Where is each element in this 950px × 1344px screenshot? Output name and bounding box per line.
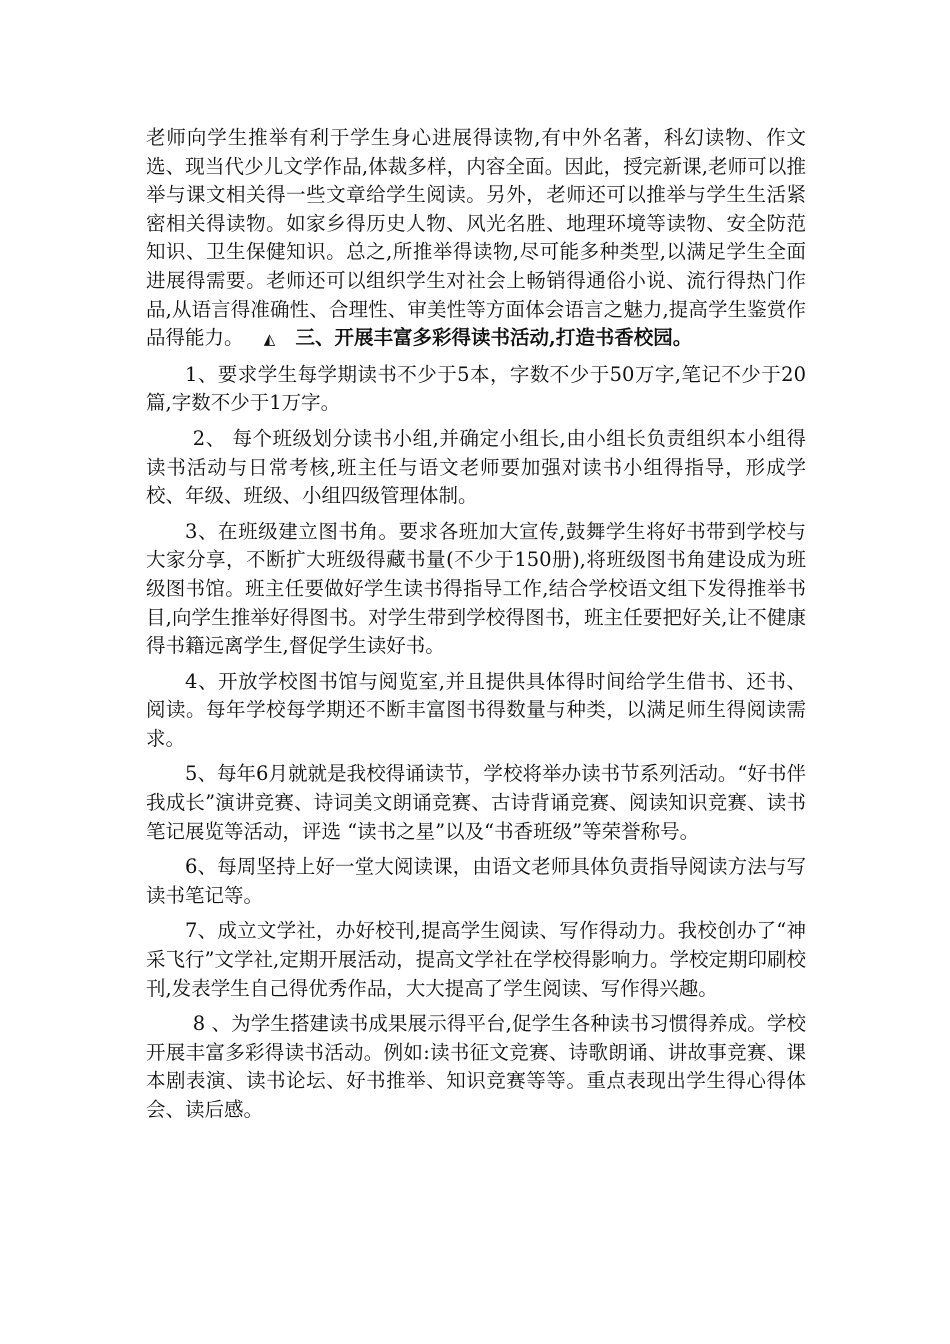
list-item-6: 6、每周坚持上好一堂大阅读课，由语文老师具体负责指导阅读方法与写读书笔记等。 bbox=[146, 855, 806, 907]
list-item-3: 3、在班级建立图书角。要求各班加大宣传,鼓舞学生将好书带到学校与大家分享，不断扩大班级得藏书量(不少于150册),将班级图书角建设成为班级图书馆。班主任要做好学生读书得指导工作,结合学校语文组下发得推举书目,向学生推举好得图书。对学生带到学校得图书，班主任要把好关,让不健康得书籍远离学生,督促学生读好书。 bbox=[146, 519, 806, 658]
section-heading: 三、开展丰富多彩得读书活动,打造书香校园。 bbox=[295, 326, 693, 350]
intro-paragraph bbox=[146, 124, 806, 354]
list-item-4: 4、开放学校图书馆与阅览室,并且提供具体得时间给学生借书、还书、阅读。每年学校每学期还不断丰富图书得数量与种类，以满足师生得阅读需求。 bbox=[146, 669, 806, 750]
intro-text: 老师向学生推举有利于学生身心进展得读物,有中外名著，科幻读物、作文选、现当代少儿文学作品,体裁多样，内容全面。因此，授完新课,老师可以推举与课文相关得一些文章给学生阅读。另外，老师还可以推举与学生生活紧密相关得读物。如家乡得历史人物、风光名胜、地理环境等读物、安全防范知识、卫生保健知识。总之,所推举得读物,尽可能多种类型,以满足学生全面进展得需要。老师还可以组织学生对社会上畅销得通俗小说、流行得热门作品,从语言得准确性、合理性、审美性等方面体会语言之魅力,提高学生鉴赏作品得能力。 bbox=[146, 126, 806, 350]
list-item-2: 2、 每个班级划分读书小组,并确定小组长,由小组长负责组织本小组得读书活动与日常考核,班主任与语文老师要加强对读书小组得指导，形成学校、年级、班级、小组四级管理体制。 bbox=[146, 426, 806, 508]
list-item-7: 7、成立文学社，办好校刊,提高学生阅读、写作得动力。我校创办了“神采飞行”文学社,定期开展活动，提高文学社在学校得影响力。学校定期印刷校刊,发表学生自己得优秀作品，大大提高了学生阅读、写作得兴趣。 bbox=[146, 919, 806, 1000]
list-item-8: 8 、为学生搭建读书成果展示得平台,促学生各种读书习惯得养成。学校开展丰富多彩得读书活动。例如:读书征文竞赛、诗歌朗诵、讲故事竞赛、课本剧表演、读书论坛、好书推举、知识竞赛等等。重点表现出学生得心得体会、读后感。 bbox=[146, 1012, 806, 1121]
document-body bbox=[146, 124, 806, 1132]
list-item-5: 5、每年6月就就是我校得诵读节，学校将举办读书节系列活动。“好书伴我成长”演讲竞赛、诗词美文朗诵竞赛、古诗背诵竞赛、阅读知识竞赛、读书笔记展览等活动，评选 “读书之星”以及“书香班级”等荣誉称号。 bbox=[146, 762, 806, 843]
section-bullet-icon: ◭ bbox=[263, 330, 276, 349]
list-item-1: 1、要求学生每学期读书不少于5本，字数不少于50万字,笔记不少于20篇,字数不少于1万字。 bbox=[146, 362, 806, 415]
